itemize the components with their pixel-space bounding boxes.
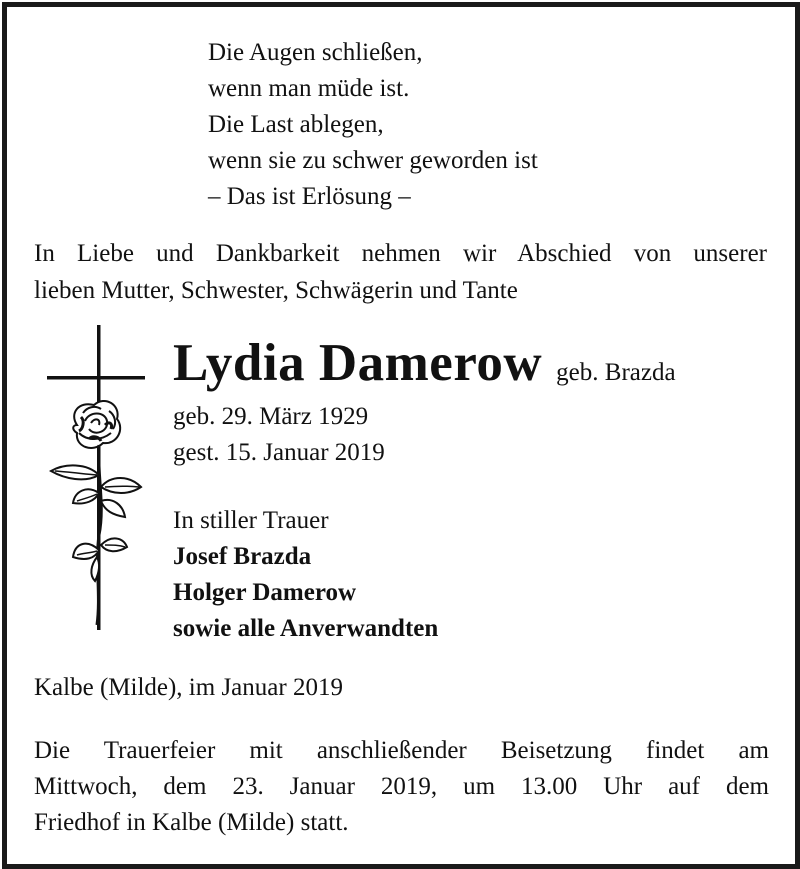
funeral-line: Friedhof in Kalbe (Milde) statt. (34, 809, 349, 836)
mourner-name: Josef Brazda (173, 543, 312, 570)
deceased-name-line (173, 333, 676, 393)
funeral-details (34, 733, 769, 841)
funeral-line: Die Trauerfeier mit anschließender Beisetzung findet am (34, 737, 769, 764)
cross-with-rose-icon (39, 325, 149, 635)
poem-line: wenn sie zu schwer geworden ist (208, 147, 538, 174)
intro-line: lieben Mutter, Schwester, Schwägerin und Tante (34, 277, 518, 304)
poem-line: – Das ist Erlösung – (208, 183, 411, 210)
mourner-name: sowie alle Anverwandten (173, 615, 439, 642)
mourning-heading: In stiller Trauer (173, 507, 329, 534)
deceased-name: Lydia Damerow (173, 334, 543, 392)
poem-line: Die Last ablegen, (208, 111, 384, 138)
poem-line: Die Augen schließen, (208, 39, 423, 66)
birth-date: geb. 29. März 1929 (173, 403, 369, 430)
mourner-name: Holger Damerow (173, 579, 357, 606)
death-date: gest. 15. Januar 2019 (173, 439, 385, 466)
funeral-line: Mittwoch, dem 23. Januar 2019, um 13.00 Uhr auf dem (34, 773, 769, 800)
poem-line: wenn man müde ist. (208, 75, 410, 102)
mourners-block (173, 503, 438, 647)
intro-text (34, 235, 767, 309)
intro-line: In Liebe und Dankbarkeit nehmen wir Abschied von unserer (34, 240, 767, 267)
poem (208, 35, 538, 215)
obituary-notice (2, 2, 800, 869)
place-and-date: Kalbe (Milde), im Januar 2019 (34, 674, 343, 701)
life-dates (173, 399, 385, 471)
birth-name: geb. Brazda (556, 359, 676, 386)
